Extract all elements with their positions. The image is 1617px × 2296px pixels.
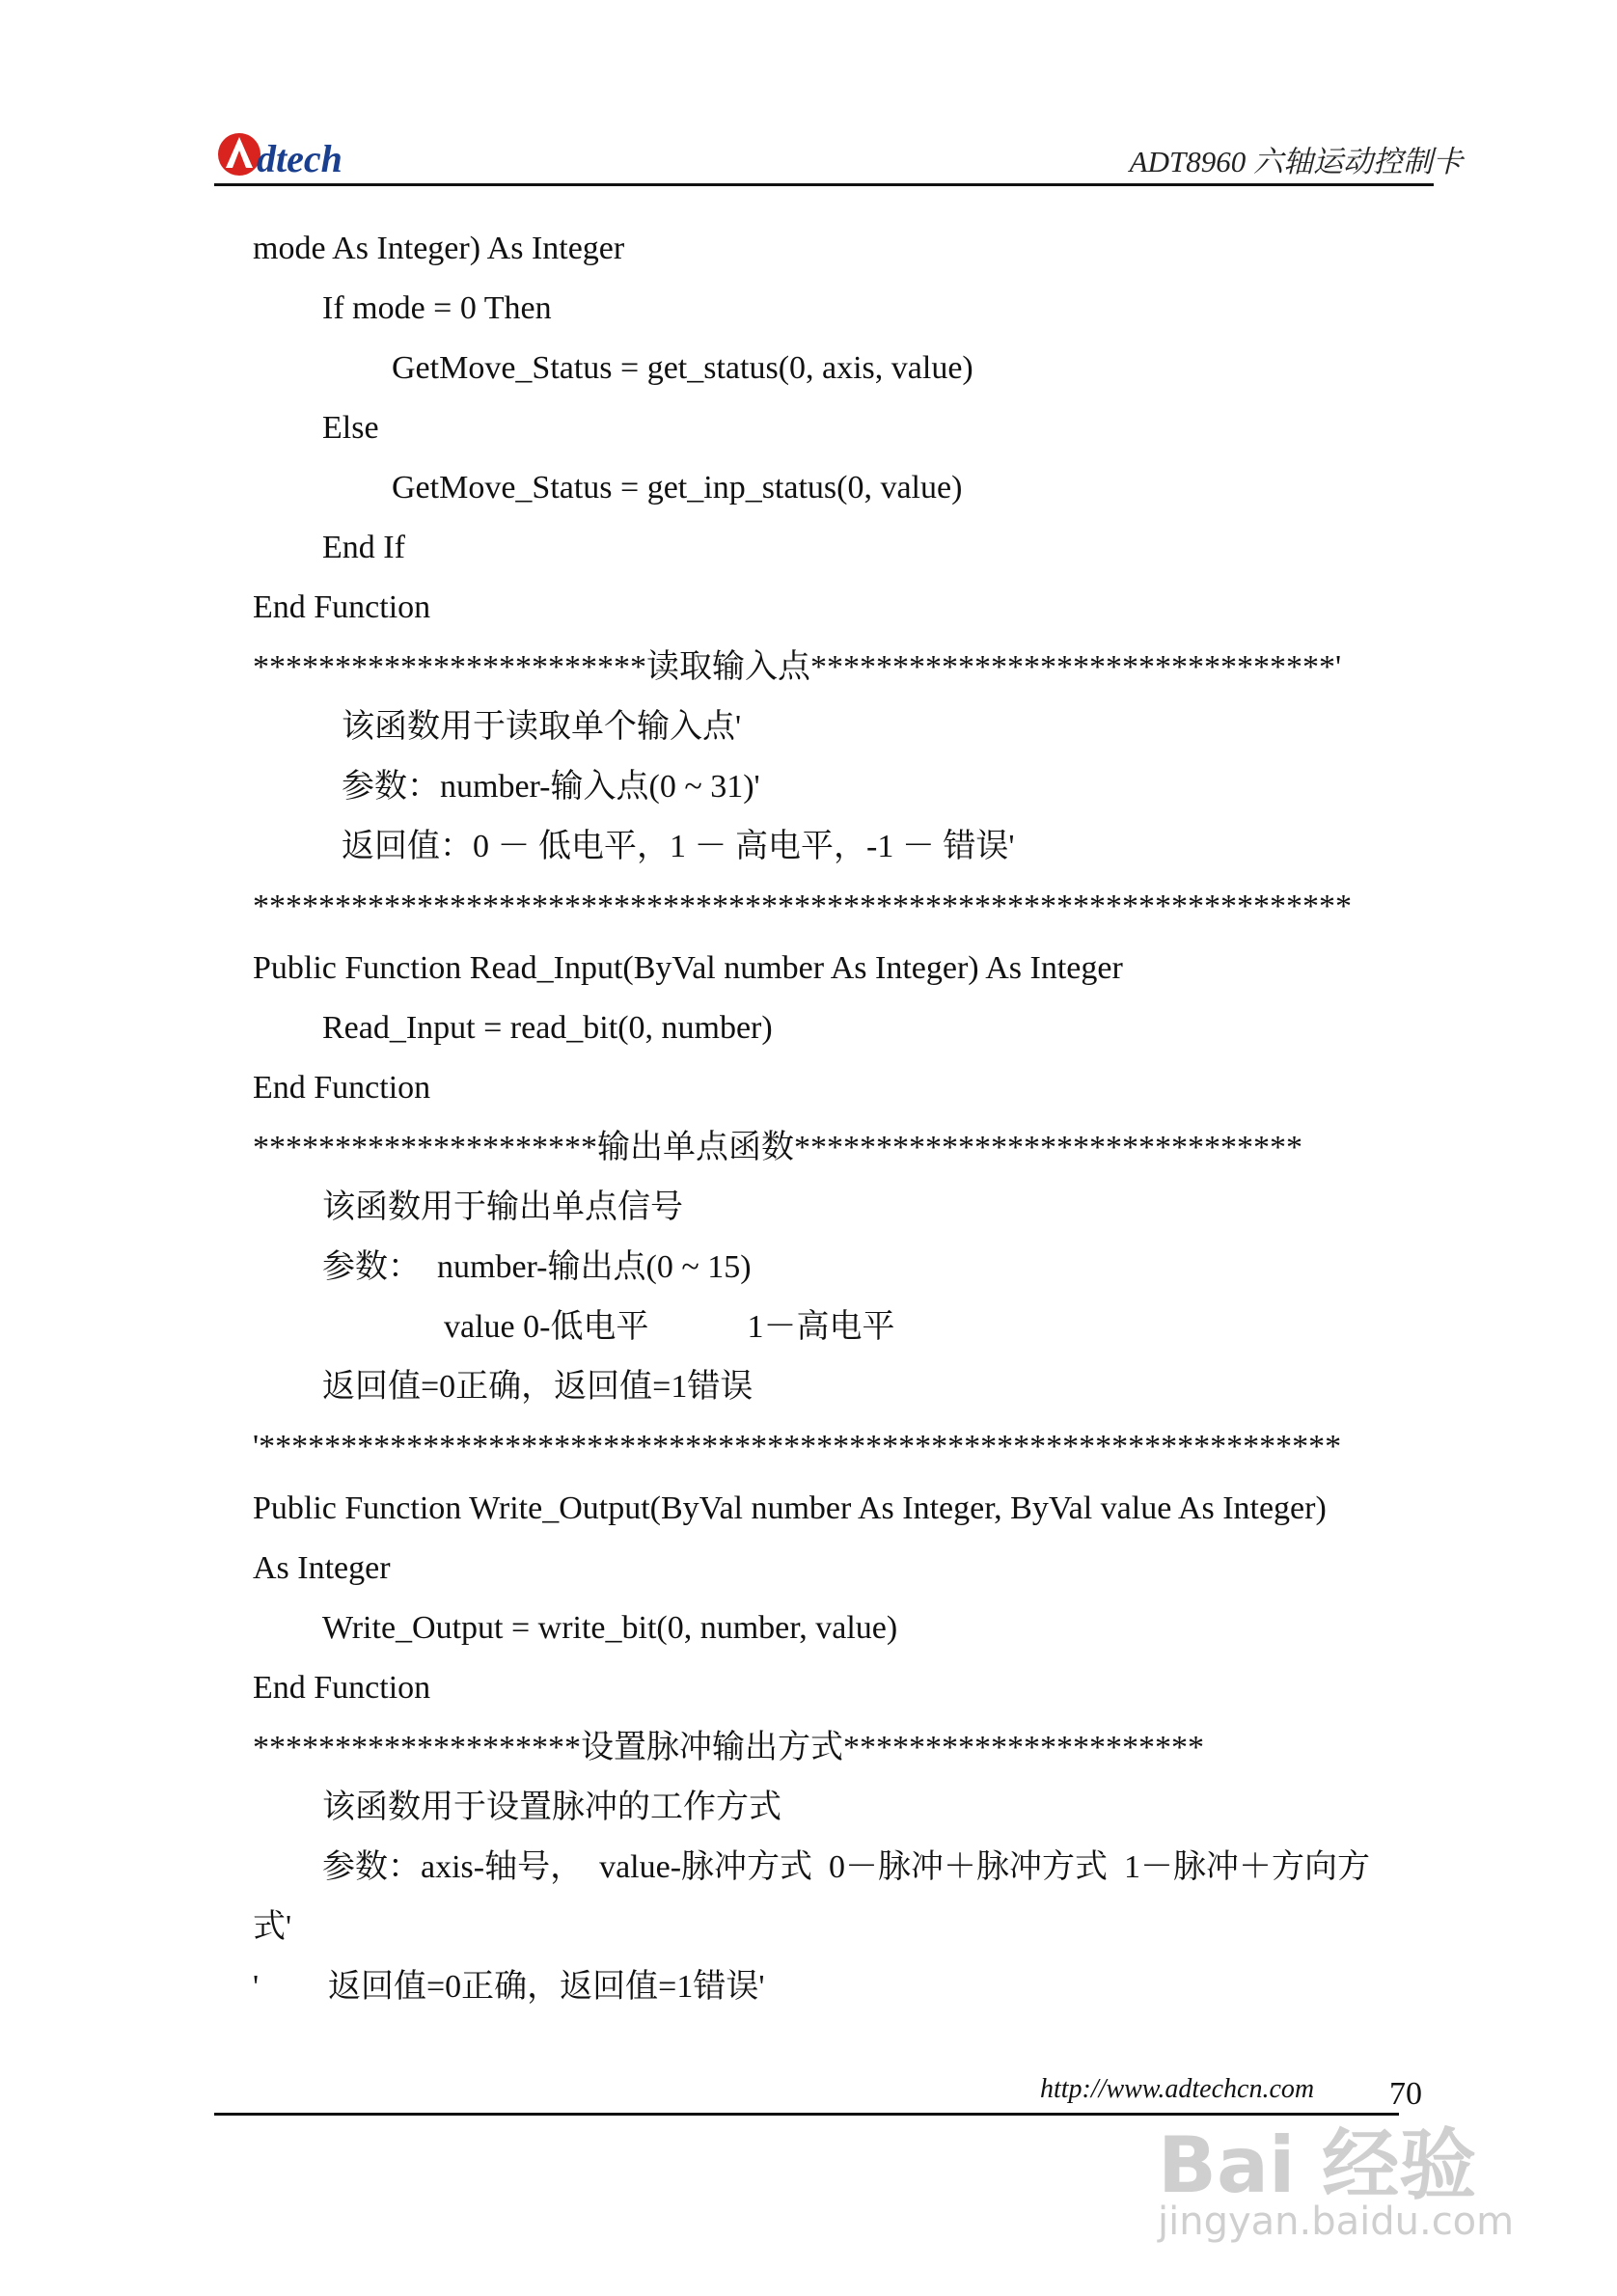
comment-line: 该函数用于设置脉冲的工作方式 xyxy=(322,1790,781,1825)
code-line: mode As Integer) As Integer xyxy=(253,231,625,266)
comment-line: 返回值=0正确，返回值=1错误' xyxy=(328,1969,765,2005)
code-line: Public Function Write_Output(ByVal number As Integer, ByVal value As Integer) xyxy=(253,1490,1327,1526)
code-line: Read_Input = read_bit(0, number) xyxy=(322,1010,773,1046)
baidu-watermark: Bai 经验 xyxy=(1158,2120,1477,2210)
code-line: Else xyxy=(322,410,379,446)
code-line: Public Function Read_Input(ByVal number As Integer) As Integer xyxy=(253,950,1123,986)
code-line: End If xyxy=(322,530,405,565)
comment-line: 返回值=0正确，返回值=1错误 xyxy=(322,1369,754,1405)
code-line: End Function xyxy=(253,1670,431,1706)
comment-line: value 0-低电平 1－高电平 xyxy=(444,1309,895,1345)
code-line: If mode = 0 Then xyxy=(322,290,552,326)
comment-line: 参数：number-输入点(0 ~ 31)' xyxy=(342,769,760,805)
comment-mark: ' xyxy=(253,1969,260,2005)
comment-line: 该函数用于输出单点信号 xyxy=(322,1189,683,1225)
code-line: End Function xyxy=(253,589,431,625)
code-line: Write_Output = write_bit(0, number, value) xyxy=(322,1610,898,1646)
svg-text:dtech: dtech xyxy=(257,137,343,179)
header-divider xyxy=(214,183,1434,186)
code-line: GetMove_Status = get_status(0, axis, value) xyxy=(392,350,973,386)
baidu-watermark-url: jingyan.baidu.com xyxy=(1158,2200,1515,2244)
comment-line: 返回值：0 － 低电平，1 － 高电平，-1 － 错误' xyxy=(342,829,1015,864)
section-banner: ************************读取输入点********************************' xyxy=(253,649,1342,685)
section-banner: *********************输出单点函数******************************* xyxy=(253,1130,1302,1165)
code-line: End Function xyxy=(253,1070,431,1106)
footer-url: http://www.adtechcn.com xyxy=(1040,2074,1315,2104)
separator-line: '****************************************************************** xyxy=(253,1429,1342,1464)
comment-line: 式' xyxy=(253,1909,292,1945)
comment-line: 该函数用于读取单个输入点' xyxy=(342,709,742,745)
comment-line: 参数： number-输出点(0 ~ 15) xyxy=(322,1249,752,1285)
document-title: ADT8960 六轴运动控制卡 xyxy=(1129,145,1463,178)
comment-line: 参数：axis-轴号， value-脉冲方式 0－脉冲＋脉冲方式 1－脉冲＋方向方 xyxy=(322,1849,1371,1885)
section-banner: ********************设置脉冲输出方式********************** xyxy=(253,1730,1204,1765)
code-line: As Integer xyxy=(253,1550,391,1586)
separator-line: ******************************************************************* xyxy=(253,888,1352,924)
page-number: 70 xyxy=(1389,2076,1422,2112)
code-line: GetMove_Status = get_inp_status(0, value) xyxy=(392,470,963,506)
adtech-logo xyxy=(214,123,369,179)
